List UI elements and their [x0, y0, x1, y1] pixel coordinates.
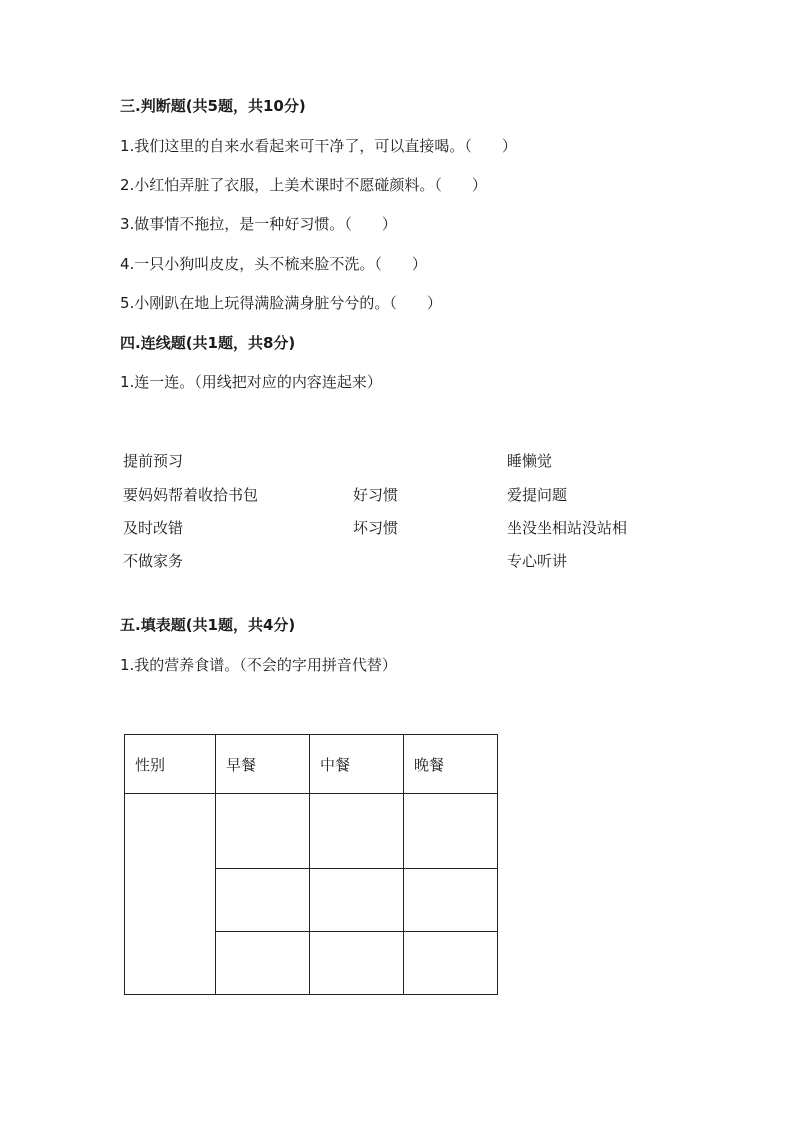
lunch-cell-1[interactable]	[310, 794, 404, 869]
match-right-item-2: 爱提问题	[507, 486, 568, 504]
gender-cell[interactable]	[125, 794, 216, 995]
judgment-question-5: 5.小刚趴在地上玩得满脸满身脏兮兮的。（ ）	[120, 294, 442, 312]
match-left-item-4: 不做家务	[123, 552, 184, 570]
judgment-question-4: 4.一只小狗叫皮皮，头不梳来脸不洗。（ ）	[120, 255, 427, 273]
match-left-item-2: 要妈妈帮着收拾书包	[123, 486, 259, 504]
section-4-title: 四.连线题(共1题，共8分)	[120, 334, 296, 352]
breakfast-cell-2[interactable]	[216, 869, 310, 932]
meal-plan-table	[124, 734, 498, 995]
match-middle-item-2: 坏习惯	[353, 519, 399, 537]
breakfast-cell-3[interactable]	[216, 932, 310, 995]
dinner-cell-2[interactable]	[404, 869, 498, 932]
matching-question: 1.连一连。（用线把对应的内容连起来）	[120, 373, 382, 391]
table-row	[125, 794, 498, 869]
match-right-item-3: 坐没坐相站没站相	[507, 519, 628, 537]
header-gender: 性别	[125, 735, 216, 794]
lunch-cell-2[interactable]	[310, 869, 404, 932]
section-5-title: 五.填表题(共1题，共4分)	[120, 616, 296, 634]
match-right-item-1: 睡懒觉	[507, 452, 553, 470]
match-middle-item-1: 好习惯	[353, 486, 399, 504]
header-lunch: 中餐	[310, 735, 404, 794]
judgment-question-2: 2.小红怕弄脏了衣服，上美术课时不愿碰颜料。（ ）	[120, 176, 487, 194]
table-question: 1.我的营养食谱。（不会的字用拼音代替）	[120, 656, 397, 674]
breakfast-cell-1[interactable]	[216, 794, 310, 869]
judgment-question-3: 3.做事情不拖拉，是一种好习惯。（ ）	[120, 215, 397, 233]
section-3-title: 三.判断题(共5题，共10分)	[120, 97, 306, 115]
match-left-item-1: 提前预习	[123, 452, 184, 470]
table-header-row	[125, 735, 498, 794]
judgment-question-1: 1.我们这里的自来水看起来可干净了，可以直接喝。（ ）	[120, 137, 517, 155]
lunch-cell-3[interactable]	[310, 932, 404, 995]
match-left-item-3: 及时改错	[123, 519, 184, 537]
header-breakfast: 早餐	[216, 735, 310, 794]
header-dinner: 晚餐	[404, 735, 498, 794]
dinner-cell-3[interactable]	[404, 932, 498, 995]
match-right-item-4: 专心听讲	[507, 552, 568, 570]
dinner-cell-1[interactable]	[404, 794, 498, 869]
